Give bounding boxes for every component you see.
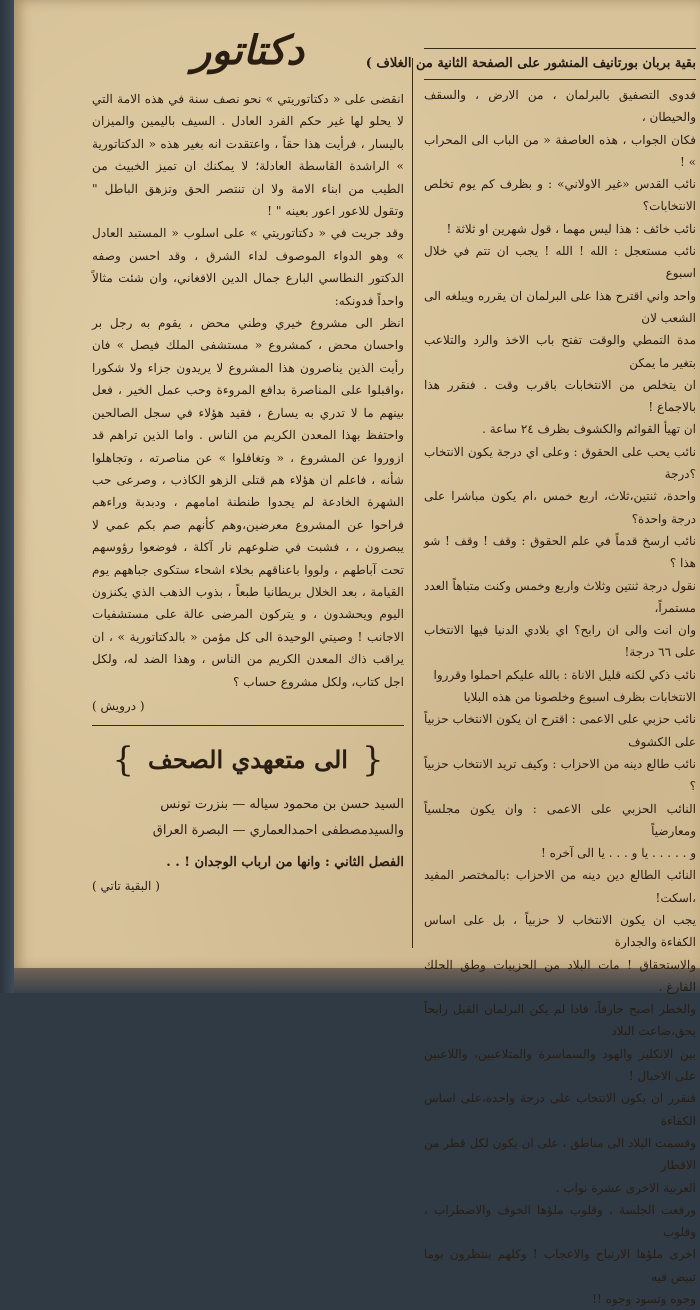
page-content	[14, 0, 700, 1307]
article-title: دكتاتور	[191, 27, 305, 74]
text-line: فدوى التصفيق بالبرلمان ، من الارض ، والسقف والحيطان ،	[424, 88, 696, 125]
text-line: فكان الجواب ، هذه العاصفة « من الباب الى المحراب » !	[424, 132, 696, 169]
text-line: بين الانكليز والهود والسماسرة والمتلاعبين، واللاعبين على الاحبال !	[424, 1046, 696, 1084]
text-line: وجوه وتسود وجوه !!	[592, 1292, 696, 1307]
text-line: العربية الاخرى عشرة نواب .	[555, 1180, 696, 1195]
text-line: فنقرر ان يكون الانتخاب على درجة واحدة،على اساس الكفاءة	[424, 1091, 696, 1128]
text-line: النائب الحزبي على الاعمى : وان يكون مجلسياً ومعارضياً	[424, 801, 696, 838]
left-column	[92, 26, 404, 956]
text-line: نائب ذكي لكنه قليل الاناة : بالله عليكم احملوا وقرروا	[433, 667, 696, 682]
text-line: ورفعت الجلسة ، وقلوب ملؤها الخوف والاضطراب ، وقلوب	[424, 1202, 696, 1240]
brace-ornament-icon: {	[361, 740, 384, 781]
dictator-article	[92, 88, 404, 717]
brace-ornament-icon: }	[112, 740, 135, 781]
text-line: وان انت والى ان رابح؟ اي بلادي الدنيا فيها الانتخاب على ٦٦ درجة!	[424, 623, 696, 660]
text-line: والاستحقاق ! مات البلاد من الحزبيات وطق الحلك الفارغ .	[424, 957, 696, 994]
text-line: و . . . . . يا و . . . يا الى آخره !	[541, 846, 696, 861]
box-heading	[92, 740, 404, 780]
text-line: مدة التمطي والوقت تفتح باب الاخذ والرد والتلاعب بتغير ما يمكن	[424, 333, 696, 370]
chapter-line: الفصل الثاني : وانها من ارباب الوجدان ! . .	[166, 855, 404, 871]
text-line: نائب خائف : هذا ليس مهما ، قول شهرين او ثلاثة !	[446, 221, 696, 236]
text-line: نائب طالع دينه من الاحزاب : وكيف تريد الانتخاب حزبياً ؟	[424, 756, 696, 794]
article-paragraph: وقد جريت في « دكتاتوريتي » على اسلوب « المستبد العادل » وهو الدواء الموصوف لداء الشرق ، وقد احسن وصفه الدكتور النطاسي البارع جمال الدين الافغاني، وان شئت مثالاً واحداً فدونكه:	[92, 226, 404, 308]
agent-entry: السيد حسن بن محمود سياله — بنزرت تونس	[160, 797, 404, 813]
text-line: ان تهيأ القوائم والكشوف بظرف ٢٤ ساعة .	[482, 422, 696, 437]
agent-entry: والسيدمصطفى احمدالعماري — البصرة العراق	[152, 823, 404, 839]
right-column-article	[424, 84, 696, 1307]
text-line: على الكشوف	[628, 734, 696, 749]
article-paragraph: انقضى على « دكتاتوريتي » نحو نصف سنة في هذه الامة التي لا يحلو لها غير حكم الفرد العادل . السيف باليمين والميزان باليسار ، فرأيت هذا حقاً ، واعتقدت انه بغير هذه « الدكتاتورية » الراشدة القاسطة العادلة؛ لا يمكنك ان تميز الخبيث من الطيب من ابناء الامة ولا ان تنتصر الحق وتزهق الباطل " وتقول للاعور اعور بعينه " !	[92, 92, 404, 219]
text-line: اخرى ملؤها الارتياح والاعجاب ! وكلهم ينتظرون يوما تبيض فيه	[424, 1247, 696, 1284]
box-title: الى متعهدي الصحف	[148, 745, 348, 775]
text-line: الانتخابات بظرف اسبوع وخلصونا من هذه البلايا	[463, 690, 696, 705]
column-divider	[412, 58, 413, 948]
author-signature: ( درويش )	[92, 698, 145, 713]
text-line: نائب القدس «غير الاولاني» : و بظرف كم يوم تخلص الانتخابات؟	[424, 177, 696, 214]
text-line: نائب يحب على الحقوق : وعلى اي درجة يكون الانتخاب ؟درجة	[424, 444, 696, 482]
text-line: النائب الطالع دين دينه من الاحزاب :بالمختصر المفيد ،اسكت!	[424, 868, 696, 905]
text-line: والخطر اصبح جارفاً، فاذا لم يكن البرلمان القبل رابحاً يحق،ضاعت البلاد	[424, 1002, 696, 1039]
article-paragraph: انظر الى مشروع خيري وطني محض ، يقوم به رجل بر واحسان محض ، كمشروع « مستشفى الملك فيصل » فان رأيت الذين يناصرون هذا المشروع لا يريدون جزاء ولا شكورا ،واقبلوا على المناصرة بدافع المروءة وحب عمل الخير ، فعل بينهم ما لا تدري به يسارع ، فقيد هؤلاء في سجل الصالحين واحتفظ بهذا المعدن الكريم من الناس . واما الذين تراهم قد ازوروا عن المشروع ، « وتغافلوا » عن مناصرته ، وتجاهلوا شأنه ، فاعلم ان هؤلاء هم قتلى الزهو الكاذب ، وصرعى حب الشهرة الخادعة لم يجدوا طنطنة امامهم ، ودبدبة وراءهم فراحوا عن المشروع معرضين،وهم كأنهم صم بكم عمي لا يبصرون ، ، فشبت في ضلوعهم نار آكلة ، فوضعوا رؤوسهم تحت آباطهم ، ولووا باعناقهم بخلاء اشحاء ستكوى جباههم يوم القيامة ، بعد الخلال بريطانيا طبعاً ، بذوب الذهب الذي يكنزون اليوم ويحشدون ، و يتركون المرضى عالة على مستشفيات الاجانب ! وصيتي الوحيدة الى كل مؤمن « بالدكتاتورية » ، ان يراقب ذاك المعدن الكريم من الناس ، وهذا الضد له، ولكل اجل كتاب، ولكل مشروع حساب ؟	[92, 316, 404, 689]
text-line: واحد واني اقترح هذا على البرلمان ان يقرره ويبلغه الى الشعب لان	[424, 288, 696, 325]
text-line: ان يتخلص من الانتخابات باقرب وقت . فنقرر هذا بالاجماع !	[424, 377, 696, 415]
text-line: نائب ارسخ قدماً في علم الحقوق : وقف ! وقف ! شو هذا ؟	[424, 533, 696, 571]
continued-note: ( البقية تاتي )	[92, 879, 160, 894]
subscribers-box	[92, 740, 404, 896]
text-line: وقسمت البلاد الى مناطق ، على ان يكون لكل قطر من الاقطار	[424, 1135, 696, 1173]
agents-list	[92, 792, 404, 844]
text-line: نائب حزبي على الاعمى : اقترح ان يكون الانتخاب حزبياً	[424, 712, 696, 727]
continuation-header: بقية بربان بورتانيف المنشور على الصفحة الثانية من الغلاف )	[424, 48, 696, 80]
text-line: نقول درجة ثنتين وثلاث واربع وخمس وكنت متباهاً العدد مستمراً،	[424, 578, 696, 615]
text-line: يجب ان يكون الانتخاب لا حزبياً ، بل على اساس الكفاءة والجدارة	[424, 912, 696, 950]
text-line: واحدة، ثنتين،ثلاث، اربع خمس ،ام يكون مباشرا على درجة واحدة؟	[424, 489, 696, 526]
text-line: نائب مستعجل : الله ! الله ! يجب ان تتم في خلال اسبوع	[424, 244, 696, 281]
section-divider	[92, 725, 404, 726]
